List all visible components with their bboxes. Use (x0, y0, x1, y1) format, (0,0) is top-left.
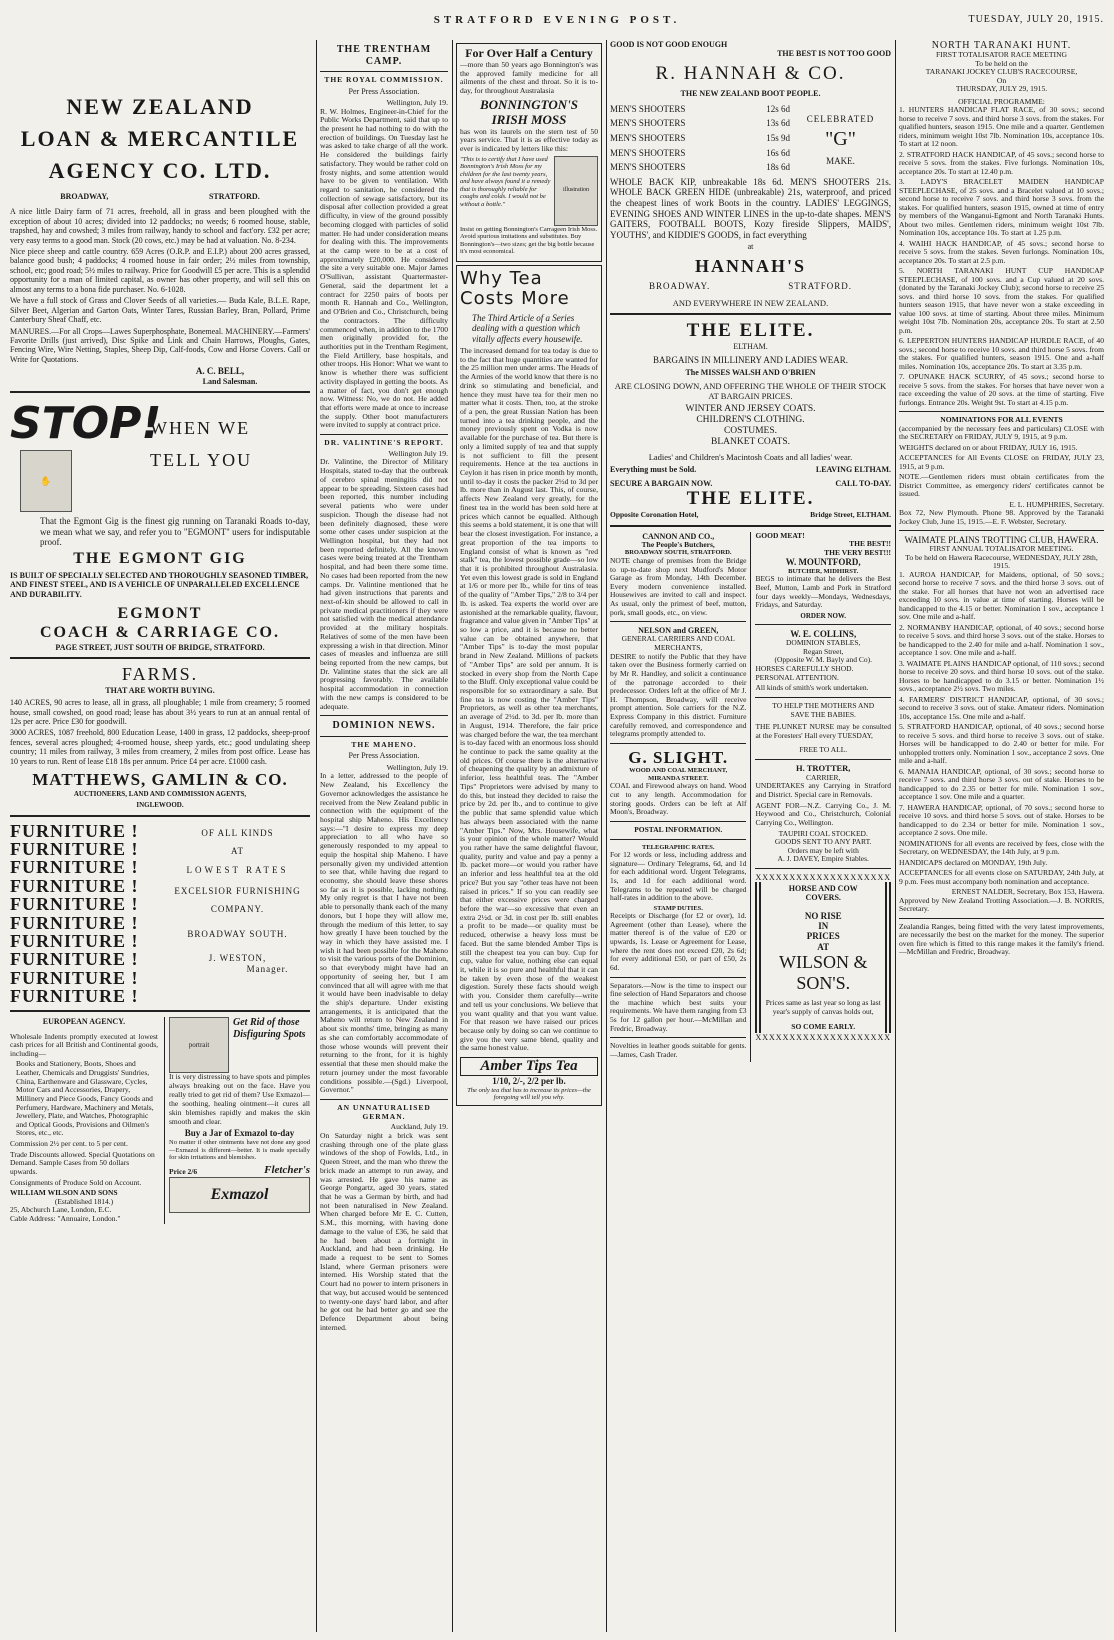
nelson-body: DESIRE to notify the Public that they have taken over the Business formerly carried on by Mr R. Handley, and solicit a continuance of the patronage accorded to their predecessor. Orders left at the office of Mr J. H. Thompson, Broadway, will receive prompt attention. Sole carriers for the N.Z. Express Company in this district. Furniture carefully removed, and correspondence and telegrams promptly attended to. (610, 651, 747, 739)
why-tea-head-1: Why Tea (460, 267, 543, 289)
egmont-intro: That the Egmont Gig is the finest gig running on Taranaki Roads to-day, we mean what we say, and refer you to "EGMONT" users for indisputable proof. (40, 516, 310, 548)
collins-body: HORSES CAREFULLY SHOD. PERSONAL ATTENTION. (755, 664, 854, 682)
divider (610, 1037, 746, 1038)
hunt-title: NORTH TARANAKI HUNT. (931, 40, 1072, 51)
slight-body: COAL and Firewood always on hand. Wood cut to any length. Accommodation for storing goods. Orders can be left at Alf Moon's, Broadway. (610, 781, 747, 817)
furniture-right: LOWEST RATES (186, 864, 289, 875)
hunt-l2: To be held on the (975, 58, 1028, 68)
exmazol-head-2: Disfiguring Spots (233, 1029, 306, 1041)
bonnington-ad (456, 43, 602, 262)
farms-title: FARMS. (121, 664, 199, 685)
nz-loan-title-1: NEW ZEALAND (66, 94, 254, 119)
divider (755, 624, 891, 625)
egmont-company-2: COACH & CARRIAGE CO. (40, 624, 280, 642)
hunt-l3: TARANAKI JOCKEY CLUB'S RACECOURSE, (925, 67, 1078, 77)
elite-ad (610, 320, 891, 520)
exmazol-small: No matter if other ointments have not done any good—Exmazol is different—better. It is made specially for skin irritations and blemishes. (169, 1139, 310, 1162)
farms-firm-sub: AUCTIONEERS, LAND AND COMMISSION AGENTS, (73, 790, 247, 799)
furniture-line: FURNITURE ! (10, 875, 139, 896)
hannah-price-row (610, 162, 790, 173)
postal-title: POSTAL INFORMATION. (634, 824, 723, 834)
nz-loan-para: A nice little Dairy farm of 71 acres, freehold, all in grass and been ploughed with the exception of about 10 acres; divided into 12 paddocks; no weeds; 6 roomed house, stable, trapshed, hay and cowshed; 3 miles from railway, handy to school and fact'ory. £32 per acre; very easy terms to a good man. Stock (20 cows, etc.) may be had at valuation. No. 8-234. (10, 207, 310, 245)
trentham-title: THE TRENTHAM CAMP. (336, 44, 432, 67)
furniture-right: EXCELSIOR FURNISHING (174, 885, 301, 896)
man-with-glass-image: illustration (554, 156, 598, 226)
hannah-row-label: MEN'S SHOOTERS (610, 162, 686, 173)
waimate-race-item: 5. STRATFORD HANDICAP, optional, of 40 sovs.; second horse to receive 5 sovs. and third horse to receive 3 sovs. out of stake. Horses will be handicapped to do 2.40 or better for mile. For unhoppled trotters only. Nomination 1 sov., acceptance 2 sovs. One mile and a-half. (899, 722, 1104, 766)
waimate-race-item: 7. HAWERA HANDICAP, optional, of 70 sovs.; second horse to receive 10 sovs. and third horse 5 sovs. out of stake. Horses to be handicapped to do 2.34 or better for mile. Nomination 1 sov., acceptance 2 sovs. One mile. (899, 802, 1104, 838)
valintine-dateline: Wellington July 19. (388, 448, 448, 458)
dominion-title: DOMINION NEWS. (332, 720, 436, 732)
hannah-make: MAKE. (826, 155, 855, 166)
european-title: EUROPEAN AGENCY. (42, 1017, 126, 1027)
waimate-race-item: 2. NORMANBY HANDICAP, optional, of 40 sovs.; second horse to receive 5 sovs. and third horse 3 sovs. out of the stake. Horses to be handicapped to the 2.40 for mile and a-half. Nomination 1 sov., acceptance 1 sov. One mile and a-half. (899, 622, 1104, 658)
column-rule (895, 40, 896, 1632)
hannah-at: at (747, 242, 754, 252)
farms-ad (10, 664, 310, 809)
woman-portrait-image: portrait (169, 1017, 229, 1073)
farms-para: 3000 ACRES, 1087 freehold, 800 Education Lease, 1400 in grass, 12 paddocks, sheep-proof fences, several acres ploughed; 4-roomed house, sheep yards, etc.; good undulating sheep country; 11 miles from railway, 3 miles from creamery, 2 miles from post office. Lease has 10 years to run. Rent of lease £18 18s per annum. Price £4 per acre. £1000 cash. (10, 728, 310, 766)
furniture-right: OF ALL KINDS (201, 827, 274, 838)
bottom-row (10, 1017, 310, 1223)
hunt-l4: On (996, 75, 1007, 85)
nz-loan-para: MANURES.—For all Crops—Lawes Superphosphate, Bonemeal. MACHINERY.—Farmers' Favorite Drills (just arrived), Disc Spike and Link and Chain Harrows, Ploughs, Gates, Fencing Wire, Wire Netting, Staples, Sheep Dip, Calf-foods, Cow and Horse Covers. Call or Write for Quotations. (10, 326, 310, 364)
hunt-date: THURSDAY, JULY 29, 1915. (955, 84, 1048, 94)
exmazol-ad (164, 1017, 310, 1223)
waimate-nom: NOMINATIONS for all events are received by fees, close with the Secretary, on WEDNESDAY, the 14th July, at 9 p.m. (899, 838, 1104, 857)
nz-loan-para: Nice piece sheep and cattle country. 659 Acres (O.R.P. and E.I.P.) about 200 acres grassed, balance good bush; 4 paddocks; 4 roomed house in fair order; 2½ miles from township, school, etc; good road; 5½ miles to railway. Price for Goodwill £5 per acre. This is a splendid opportunity for a man of limited capital, as owner has other property, and will sell this on almost any terms to a bona fide purchaser. No. 6-1028. (10, 247, 310, 294)
nz-loan-broadway: BROADWAY, (60, 191, 109, 201)
waimate-race-item: 3. WAIMATE PLAINS HANDICAP optional, of 110 sovs.; second horse to receive 20 sovs. and third horse 10 sovs. out of the stake. Horses to be handicapped to do 3.15 or better. Nomination 1½ sovs., acceptance 2½ sovs. Two miles. (899, 658, 1104, 694)
divider (320, 1099, 448, 1100)
dominion-per: Per Press Association. (348, 751, 420, 761)
hannah-top-1: GOOD IS NOT GOOD ENOUGH (610, 40, 728, 49)
european-addr: 25, Abchurch Lane, London, E.C. (10, 1205, 112, 1215)
cannon-addr: BROADWAY SOUTH, STRATFORD. (624, 549, 732, 557)
egmont-gig-title: THE EGMONT GIG (73, 550, 247, 568)
nz-loan-title-3: AGENCY CO. LTD. (48, 157, 272, 183)
bonnington-p3: Insist on getting Bonnington's Carrageen Irish Moss. Avoid spurious imitations and substitutes. Buy Bonnington's—two sizes; get the big bottle because it's most economical. (460, 225, 598, 256)
column-rule (316, 40, 317, 1632)
egmont-gig-ad (10, 398, 310, 652)
horse-so: SO COME EARLY. (791, 1021, 856, 1031)
elite-leaving: LEAVING ELTHAM. (815, 465, 891, 475)
hannah-ad (610, 40, 891, 308)
elite-para-2: Ladies' and Children's Macintosh Coats and all ladies' wear. (648, 452, 853, 463)
column-4-left (610, 532, 746, 1062)
slight-name: G. SLIGHT. (628, 747, 729, 767)
hannah-sub: THE NEW ZEALAND BOOT PEOPLE. (680, 89, 821, 99)
german-body: On Saturday night a brick was sent crashing through one of the plate glass windows of the shop of Fowlds, Ltd., in Queen Street, and the man who threw the brick made an attempt to run away, and was arrested. He gave his name as George Pongartz, aged 30 years, stated that he was a German by birth, and had not been naturalised in New Zealand. When charged before Mr E. C. Cutten, S.M., this morning, with having done damage to the value of £36, he said that he had been about a fortnight in Auckland, and had been drinking. He made a request to be sent to Somes Island, where German prisoners were interned. His Worship stated that the Court had no power to intern prisoners in that way, but accused would be sentenced to twenty-one days' hard labor, and after he got out he had better go and see the Defence Department about being interned. (320, 1130, 448, 1332)
horse-p: Prices same as last year so long as last year's supply of canvas holds out, (765, 998, 881, 1016)
horse-l5: PRICES (806, 931, 840, 942)
trotter-davey: A. J. DAVEY, Empire Stables. (777, 854, 869, 864)
nz-loan-signature-title: Land Salesman. (202, 376, 258, 386)
elite-line: COSTUMES. (723, 426, 778, 437)
hannah-body: WHOLE BACK KIP, unbreakable 18s 6d. MEN'S SHOOTERS 21s. WHOLE BACK GREEN HIDE (unbreakable) 21s, waterproof, and priced the cheapest lines of work Boots in the country. LADIES' LEGGINGS, EVENING SHOES AND WINTER LINES in the up-to-date shapes. MEN'S GAITERS, FOOTBALL BOOTS, Kozy fireside Slippers, MAIDS', YOUTHS', and KIDDIE'S GOODS, in fact everything (610, 176, 891, 240)
divider (10, 815, 310, 817)
elite-secure: SECURE A BARGAIN NOW. (610, 478, 713, 488)
hannah-stratford: STRATFORD. (788, 281, 852, 292)
divider (899, 411, 1104, 412)
waimate-l2: To be held on Hawera Racecourse, WEDNESDAY, JULY 28th, 1915. (905, 552, 1098, 571)
european-para: Wholesale Indents promptly executed at lowest cash prices for all British and Continental goods, including— (10, 1031, 158, 1058)
cannon-sub: The People's Butchers, (641, 539, 715, 549)
trotter-taupiri: TAUPIRI COAL STOCKED. (778, 828, 868, 838)
elite-sold: Everything must be Sold. (610, 465, 697, 475)
european-cable: Cable Address: "Annuaire, London." (10, 1214, 121, 1224)
cannon-name: CANNON AND CO., (642, 531, 715, 541)
divider (755, 697, 891, 698)
bonnington-brand-2: IRISH MOSS (491, 111, 567, 127)
slight-sub: WOOD AND COAL MERCHANT, (629, 767, 728, 775)
why-tea-body: The increased demand for tea today is due to to the fact that huge quantities are wanted for the 25 million men under arms. The Heads of the Armies of the world know that there is no drink so stimulating and beneficial, and hence they must have tea for their men no matter what it costs. Then, too, at the stroke of a pen, the great Russian Nation has been turned into a tea drinking people, and the money previously spent on Vodka is now available for the purchase of tea. But there is only a limited supply of tea and that supply is not sufficient to fill the present requirements. Hence at the tea auctions in Ceylon it has risen in price month by month, until to-day it costs the packer 2½d to 3d per lb. more than in August last. This, of course, affects New Zealand very greatly, for the finest tea in the world has been sold here at prices which cannot be equalled. Although this seems a bold statement, it is one that will bear the closest investigation. For instance, a great proportion of the tea imports to England consist of what is known as "red stalk" tea, the lowest possible grade—so low that it is prohibited throughout Australasia. Yet even this lowest grade is sold in England at 1/6 or more per lb., while for tins of teas of the quality of "Amber Tips," 2/8 to 3/4 per lb. is asked. Tea experts the world over are astonished at the remarkable quality, flavour, fragrance and value given in "Amber Tips" at so low a price, and it is because no better value can be obtained anywhere, that "Amber Tips" is to-day the most popular brand in New Zealand. Millions of packets of "Amber Tips" are sold per annum. It is stocked in every shop from the North Cape to the Bluff. Only exceptional value could be responsible for so extraordinary a sale. But fine tea is now costing the "Amber Tips" Proprietors, as well as other tea merchants, an average of 2½d. to 3d. per lb. more than in August, 1914. Therefore, the fair price was charged before the war, the tea merchant is to-day faced with an enormous loss should he continue to pack the same quality at the old prices. Of course there is the alternative of cheapening the quality by an admixture of inferior, less healthful teas. The "Amber Tips" Proprietors were advised by many to do this, but instead they decided to raise the price by 2d. per lb., and to continue to give the public that same splendid value which has always been associated with the name "Amber Tips." Now, Mrs. Housewife, what is your opinion of the whole matter? Would you rather have the same delightful flavour, quality, purity and value and pay a penny a lb. packet more—or would you rather have an inferior and less healthful tea at the old price? But you say "other teas have not been raised in prices." If so you can readily see that either excessive prices were charged before the war—so excessive that even an extra 2½d. or 3d. in cost per lb. still enables a profit to be made—or quality must be reduced, otherwise a heavy loss must be faced. But the same blended Amber Tips is still the cheapest tea you can buy. Cup for cup, value for value, nothing else can equal it, while it is so pure and healthful that it can be taken by even those of the weakest digestion. Surely these facts should weigh with you. Consider them carefully—write and tell us your conclusions. We believe that you want quality and that you want value. For that reason we have raised our prices because only by doing so can we continue to give you the very same blend, quality and the same honest value. (460, 345, 598, 1053)
masthead (10, 14, 1104, 34)
egmont-address: PAGE STREET, JUST SOUTH OF BRIDGE, STRATFORD. (55, 643, 265, 653)
hunt-l1: FIRST TOTALISATOR RACE MEETING (935, 50, 1068, 60)
divider (610, 621, 746, 622)
hannah-name: R. HANNAH & CO. (655, 62, 846, 84)
trotter-agent: AGENT FOR—N.Z. Carrying Co., J. M. Heywood and Co., Christchurch, Colonial Carrying Co., Wellington. (755, 800, 891, 827)
x-border: XXXXXXXXXXXXXXXXXXXX (755, 1033, 891, 1043)
bonnington-brand-1: BONNINGTON'S (480, 96, 578, 112)
exmazol-head-1: Get Rid of those (233, 1017, 300, 1029)
valintine-title: DR. VALINTINE'S REPORT. (324, 438, 444, 448)
horse-l4: IN (818, 920, 829, 931)
hunt-race-item: 6. LEPPERTON HUNTERS HANDICAP HURDLE RACE, of 40 sovs.; second horse to receive 10 sovs. and third horse 5 sovs. from the stakes. For qualified hunters, season 1915. One and a-half miles. Nomination 10s, acceptance 20s. To start at 3.35 p.m. (899, 336, 1104, 371)
hunt-weights: WEIGHTS declared on or about FRIDAY, JULY 16, 1915. (899, 442, 1078, 452)
plunket-head-2: SAVE THE BABIES. (790, 709, 856, 719)
trentham-per: Per Press Association. (348, 86, 420, 96)
plunket-head-1: TO HELP THE MOTHERS AND (772, 700, 875, 710)
amber-tips-price: 1/10, 2/-, 2/2 per lb. (492, 1076, 566, 1087)
hunt-race-item: 3. LADY'S BRACELET MAIDEN HANDICAP STEEPLECHASE, of 25 sovs. and a Bracelet valued at 10 sovs.; second horse to receive 7 sovs. and third horse 3 sovs. from the stakes. For qualified hunters, season 1915, owned at time of entry by members of the Wanganui-Egmont and North Taranaki Hunts. About two miles. Gentlemen riders, minimum weight 10st 7lb. Nomination 10s, acceptance 10s. To start at 1.25 p.m. (899, 177, 1104, 238)
hannah-row-label: MEN'S SHOOTERS (610, 132, 686, 143)
bonnington-quote: "This is to certify that I have used Bonnington's Irish Moss for my children for the last twenty years, and have always found it a remedy that is thoroughly reliable for coughs and colds. I would not be without a bottle." (460, 155, 551, 208)
elite-name-2: THE ELITE. (686, 488, 815, 510)
mountford-body: BEGS to intimate that he delivers the Best Beef, Mutton, Lamb and Pork in Stratford four days weekly—Mondays, Wednesdays, Fridays, and Saturday. (755, 574, 891, 610)
furniture-list (10, 822, 165, 1006)
hand-illustration: ✋ (20, 450, 72, 512)
egmont-company-1: EGMONT (117, 605, 203, 623)
hunt-race-item: 7. OPUNAKE HACK SCURRY, of 45 sovs.; second horse to receive 5 sovs. from the stakes. For horses that have never won a race exceeding the value of 20 sovs. at the time of starting. Five furlongs. Entrance 20s. Weight 9st. To start at 4.15 p.m. (899, 372, 1104, 407)
elite-sub: BARGAINS IN MILLINERY AND LADIES WEAR. (653, 354, 848, 365)
furniture-line: FURNITURE ! (10, 930, 139, 951)
valintine-body: Dr. Valintine, the Director of Military Hospitals, stated to-day that the outbreak of cerebro spinal meningitis did not appear to be spreading. Sixteen cases had been reported, this number including several patients who were under suspicion. Though the disease had not been definitely diagnosed, these were some other cases under suspicion at the Wellington hospital, but they had not been reported definitely. All the known cases were being treated at the Trentham hospital, and had been there some time. No cases had been reported from the new camps. Dr. Valintine mentioned that he had given instructions that parents and next-of-kin should be allowed to call in private medical practitioners if they were not satisfied with the medical attendance provided at the military hospitals. Relatives of some of the men have been expressing a wish in that direction. Minor cases of measles and influenza are still being reported from the new camps, but Dr. Valintine states that the sick are all progressing favorably. The available hospital accommodation in connection with the new camps is considered to be adequate. (320, 457, 448, 711)
collins-name: W. E. COLLINS, (790, 628, 857, 639)
hannah-row-label: MEN'S SHOOTERS (610, 118, 686, 129)
nelson-sub: GENERAL CARRIERS AND COAL MERCHANTS, (621, 634, 735, 653)
hannah-row-label: MEN'S SHOOTERS (610, 103, 686, 114)
separators-ad: Separators.—Now is the time to inspect our fine selection of Hand Separators and choose the machine which best suits your requirements. We have them ranging from £3 5s for 12 gallon per hour.—McMillan and Fredric, Broadway. (610, 980, 747, 1033)
waimate-race-list (899, 571, 1104, 838)
trentham-dateline: Wellington, July 19. (386, 97, 448, 107)
hannah-row-label: MEN'S SHOOTERS (610, 147, 686, 158)
elite-line: BLANKET COATS. (711, 437, 790, 448)
divider (899, 530, 1104, 531)
farms-town: INGLEWOOD. (136, 801, 184, 810)
divider (10, 391, 310, 393)
divider (10, 1010, 310, 1012)
furniture-line: FURNITURE ! (10, 912, 139, 933)
hannah-price-list (610, 104, 790, 177)
trotter-body: UNDERTAKES any Carrying in Stratford and District. Special care in Removals. (755, 781, 891, 800)
farms-para: 140 ACRES, 90 acres to lease, all in grass, all ploughable; 1 mile from creamery; 5 roomed house, small cowshed, on good road; lease has about 3½ years to run at an annual rental of 12s per acre. Price £30 for goodwill. (10, 698, 310, 726)
trentham-sub: THE ROYAL COMMISSION. (324, 75, 444, 84)
divider (10, 657, 310, 659)
hannah-top-2: THE BEST IS NOT TOO GOOD (777, 49, 891, 59)
plunket-body: THE PLUNKET NURSE may be consulted at the Foresters' Hall every TUESDAY, (755, 722, 891, 740)
furniture-right: Manager. (246, 964, 289, 974)
stop-line-1: WHEN WE (150, 418, 251, 439)
amber-tips-tag: The only tea that has to increase its prices—the foregoing will tell you why. (467, 1086, 591, 1102)
elite-misses: The MISSES WALSH AND O'BRIEN (685, 368, 816, 378)
german-title: AN UNNATURALISED GERMAN. (337, 1102, 431, 1121)
masthead-title: STRATFORD EVENING POST. (433, 14, 681, 26)
x-border: XXXXXXXXXXXXXXXXXXXX (755, 873, 891, 883)
furniture-line: FURNITURE ! (10, 857, 139, 878)
nz-loan-ad (10, 40, 310, 386)
hannah-shop: HANNAH'S (694, 255, 806, 276)
divider (320, 715, 448, 716)
farms-sub: THAT ARE WORTH BUYING. (105, 685, 215, 695)
hannah-row-price: 18s 6d (766, 162, 790, 173)
divider (755, 868, 891, 869)
mountford-name: W. MOUNTFORD, (785, 557, 861, 568)
hannah-price-row (610, 133, 790, 144)
waimate-acc: ACCEPTANCES for all events close on SATURDAY, 24th July, at 9 p.m. Fees must accompany both nomination and acceptance. (899, 868, 1104, 886)
hannah-price-row (610, 118, 790, 129)
elite-line: WINTER AND JERSEY COATS. (685, 403, 816, 414)
furniture-right: COMPANY. (210, 904, 265, 915)
furniture-ad (10, 822, 310, 1006)
divider (610, 839, 746, 840)
column-4-split (610, 532, 891, 1062)
why-tea-sub: The Third Article of a Series dealing with a question which vitally affects every housewife. (472, 312, 583, 344)
elite-name: THE ELITE. (686, 319, 815, 341)
hannah-price-row (610, 104, 790, 115)
german-dateline: Auckland, July 19. (390, 1122, 448, 1132)
divider (320, 71, 448, 72)
furniture-line: FURNITURE ! (10, 949, 139, 970)
column-rule (452, 40, 453, 1632)
column-1 (10, 40, 310, 1632)
hannah-broadway: BROADWAY. (648, 281, 711, 292)
mountford-top: GOOD MEAT! (755, 530, 805, 540)
waimate-race-item: 6. MANAIA HANDICAP, optional, of 30 sovs.; second horse to receive 7 sovs. and third horse 3 sovs. out of stake. Horses to be handicapped to do 2.35 or better for mile. Nomination 1 sov., acceptance 1 sov. One mile and a quarter. (899, 766, 1104, 802)
hunt-race-item: 4. WAIHI HACK HANDICAP, of 45 sovs.; second horse to receive 5 sovs. from the stakes. Seven furlongs. Nomination 10s, acceptance 20s. To start at 2.5 p.m. (899, 238, 1104, 265)
column-4-right (750, 532, 891, 1062)
elite-call: CALL TO-DAY. (835, 478, 891, 488)
european-para: Trade Discounts allowed. Special Quotations on Demand. Sample Cases from 50 dollars upwards. (10, 1149, 155, 1176)
elite-para: ARE CLOSING DOWN, AND OFFERING THE WHOLE OF THEIR STOCK AT BARGAIN PRICES. (614, 380, 887, 401)
novelties-ad: Novelties in leather goods suitable for gents.—James, Cash Trader. (610, 1041, 747, 1059)
collins-addr-1: Regan Street, (803, 646, 844, 656)
european-agency-ad (10, 1017, 158, 1223)
furniture-line: FURNITURE ! (10, 985, 139, 1006)
divider (610, 821, 746, 822)
mountford-best-2: THE VERY BEST!!! (824, 547, 891, 557)
hunt-sec: E. L. HUMPHRIES, Secretary. (1009, 499, 1104, 509)
mountford-best-1: THE BEST!! (849, 539, 891, 549)
hannah-celebrated: CELEBRATED (806, 113, 875, 124)
postal-p1: For 12 words or less, including address and signature— Ordinary Telegrams, 6d, and 1d for each additional word. Urgent Telegrams, 1s, and 1d for each additional word. Telegrams to be repeated will be charged half-rates in addition to the above. (610, 850, 747, 903)
column-3 (456, 40, 602, 1632)
bonnington-p1: —more than 50 years ago Bonnington's was the approved family medicine for all ailments of the chest and throat. So it is to-day, for throughout Australasia (460, 59, 598, 95)
nelson-name: NELSON and GREEN, (638, 626, 719, 636)
horse-l2: COVERS. (805, 893, 841, 903)
hunt-race-item: 1. HUNTERS HANDICAP FLAT RACE, of 30 sovs.; second horse to receive 7 sovs. and third horse 3 sovs. from the stakes. For qualified hunters, season 1915. One mile and a quarter. Gentlemen riders, minimum weight 10st 7lb. Nomination 10s, acceptance 10s. To start at 12 noon. (899, 105, 1104, 149)
trotter-orders: Orders may be left with (787, 845, 859, 855)
divider (755, 759, 891, 760)
waimate-l1: FIRST ANNUAL TOTALISATOR MEETING. (929, 544, 1074, 554)
egmont-gig-body: IS BUILT OF SPECIALLY SELECTED AND THOROUGHLY SEASONED TIMBER, AND FINEST STEEL, AND IS A VEHICLE OF UNPARALLELED EXCELLENCE AND DURABILITY. (10, 570, 309, 599)
hannah-row-price: 13s 6d (766, 118, 790, 129)
trotter-sub: CARRIER, (806, 772, 841, 782)
hunt-race-item: 5. NORTH TARANAKI HUNT CUP HANDICAP STEEPLECHASE, of 100 sovs. and a Cup valued at 20 sovs. (donated by the Taranaki Jockey Club); second horse to receive 25 sovs. and third horse 10 sovs. from the stakes. For qualified hunters season 1915, that have never won a stake exceeding in value 100 sovs. at time of starting. About three miles. Minimum weight 10st 7lb. Nomination 20s, acceptance 20s. To start at 2.50 p.m. (899, 266, 1104, 335)
exmazol-body: It is very distressing to have spots and pimples always breaking out on the face. Have you really tried to get rid of them? Use Exmazol—the soothing, healing ointment—it cures all skin blemishes rapidly and makes the skin smooth and clear. (169, 1072, 310, 1126)
furniture-line: FURNITURE ! (10, 820, 139, 841)
stop-line-2: TELL YOU (150, 449, 253, 470)
trotter-goods: GOODS SENT TO ANY PART. (774, 837, 872, 847)
exmazol-brand: Exmazol (210, 1185, 269, 1203)
horse-l7: WILSON & (778, 952, 868, 972)
collins-small: All kinds of smith's work undertaken. (755, 683, 869, 693)
waimate-race-item: 1. AUROA HANDICAP, for Maidens, optional, of 50 sovs.; second horse to receive 7 sovs. and the third horse 3 sovs. out of the stake. For all horses that have not won an advertised race exceeding 10 sovs. in value at time of starting. Horses will be handicapped to the 4.15 or better. Nomination 1 sov., acceptance 1 sov. One mile and a-half. (899, 569, 1104, 622)
dominion-body: In a letter, addressed to the people of New Zealand, his Excellency the Governor acknowledges the assistance he received from the New Zealand public in connection with the equipment of the hospital ship Maheno. His Excellency says:—"I desire to express my deep appreciation to all who have so generously responded to my appeal to equip the hospital ship Maheno. I have personally given my undivided attention to see that, while having due regard to economy, she should leave these shores so far as it is possible, lacking nothing. My only regret is that I have not been able to personally thank each of the many donors, but I hope they will allow me, through the medium of this letter, to say how greatly I have been touched by the way in which they have assisted me. I wish it had been possible for the Maheno to visit the various ports of the Dominion, so that everybody might have had an opportunity of seeing her, but I am convinced that all will agree with me that it would have been inadvisable to delay the ship's departure. Under existing arrangements, it is anticipated that the Maheno will return to New Zealand in about six months' time, bringing as many as she can comfortably accommodate of those whose wounds will prevent their returning to the front, for it is highly essential that these men should make the return journey under the most favorable conditions possible.—(Sgd.) Liverpool, Governor." (320, 771, 448, 1095)
farms-firm: MATTHEWS, GAMLIN & CO. (32, 770, 288, 790)
elite-street: Bridge Street, ELTHAM. (810, 509, 891, 519)
european-est: (Established 1814.) (54, 1196, 114, 1206)
waimate-sig: ERNEST NALDER, Secretary, Box 153, Hawera. (951, 887, 1104, 897)
trentham-body: R. W. Holmes, Engineer-in-Chief for the Public Works Department, said that up to the present he had nothing to do with the erection of buildings. On Tuesday last he was asked to take charge of all the work. He considered the buildings fairly satisfactory. They would be rather cold on frosty nights, and some attention would have to be given to ventilation. With regard to sanitation, he considered the collection of sewage satisfactory, but its disposal after collection provided a great difficulty, in view of the ground possibly becoming clogged with particles of solid matter. He had under consideration means for dealing with this. The improvements at the camp were to be at a cost of approximately £20,000. He considered the site a very suitable one. Major James O'Sullivan, assistant Quartermaster-General, said the department let a contract for 2250 pairs of boots per month R. Hannah and Co., Wellington, and O'Brien and Co., Christchurch, being the contractors. The difficulty commenced when, in addition to the 1700 men originally provided for, the authorities put in the Trentham Regiment, the Field Artillery, base hospitals, and other troops. His Honor: What we want to know is whether there was sufficient activity displayed in getting the boots. As a matter of fact, you don't get enough now. Witness: No, we do not. He added that efforts were made at once to increase the supply. Other boot manufacturers were invited to supply at contract price. (320, 106, 448, 430)
mountford-sub: BUTCHER, MIDHIRST. (788, 567, 859, 575)
furniture-line: FURNITURE ! (10, 894, 139, 915)
nz-loan-signature: A. C. BELL, (195, 366, 245, 377)
collins-addr-2: (Opposite W. M. Bayly and Co). (774, 655, 872, 665)
why-tea-head-2: Costs More (460, 288, 570, 310)
nz-loan-title-2: LOAN & MERCANTILE (20, 125, 300, 151)
divider (610, 525, 891, 527)
european-firm: WILLIAM WILSON AND SONS (10, 1188, 118, 1198)
furniture-line: FURNITURE ! (10, 967, 139, 988)
amber-tips-ad (456, 265, 602, 1106)
column-4 (610, 40, 891, 1632)
divider (320, 434, 448, 435)
elite-town: ELTHAM. (733, 342, 768, 352)
hunt-nom-head: NOMINATIONS FOR ALL EVENTS (940, 415, 1063, 425)
hunt-nom: (accompanied by the necessary fees and particulars) CLOSE with the SECRETARY on FRIDAY, JULY 9, 1915, at 9 p.m. (899, 423, 1104, 442)
hunt-prog: OFFICIAL PROGRAMME: (958, 96, 1045, 106)
waimate-hand: HANDICAPS declared on MONDAY, 19th July. (899, 857, 1048, 867)
hannah-row-price: 12s 6d (766, 103, 790, 114)
hunt-race-list (899, 106, 1104, 407)
divider (610, 743, 746, 744)
postal-stamp: STAMP DUTIES. (653, 904, 703, 912)
bonnington-p2: has won its laurels on the stern test of 50 years service. That it is as effective today as ever is indicated by letters like this: (460, 126, 598, 153)
plunket-free: FREE TO ALL. (799, 745, 848, 755)
divider (320, 736, 448, 737)
hunt-race-item: 2. STRATFORD HACK HANDICAP, of 45 sovs.; second horse to receive 5 sovs. from the stakes. Five furlongs. Nomination 10s, acceptance 20s. To start at 12.40 p.m. (899, 149, 1104, 176)
hannah-row-price: 15s 9d (766, 132, 790, 143)
horse-l8: SON'S. (796, 972, 851, 993)
divider (899, 918, 1104, 919)
cannon-body: NOTE change of premises from the Bridge to up-to-date shop next Mudford's Motor Garage as from Monday, 14th December. Every modern convenience installed. Housewives are invited to call and inspect. As usual, only the primest of beef, mutton, pork, small goods, etc., on view. (610, 555, 747, 617)
amber-tips-brand: Amber Tips Tea (460, 1057, 598, 1076)
waimate-approved: Approved by New Zealand Trotting Association.—J. B. NORRIS, Secretary. (899, 895, 1104, 914)
exmazol-buy: Buy a Jar of Exmazol to-day (184, 1128, 295, 1139)
exmazol-jar-image (169, 1177, 310, 1213)
divider (610, 977, 746, 978)
waimate-title: WAIMATE PLAINS TROTTING CLUB, HAWERA. (904, 535, 1099, 546)
column-5 (899, 40, 1104, 1632)
column-rule (606, 40, 607, 1632)
divider (610, 313, 891, 315)
horse-l6: AT (817, 941, 830, 952)
dominion-dateline: Wellington, July 19. (386, 762, 448, 772)
horse-l1: HORSE AND COW (788, 884, 858, 894)
hunt-note: NOTE.—Gentlemen riders must obtain certificates from the District Committee, as emergency riders' certificates cannot be issued. (899, 472, 1104, 499)
nz-loan-stratford: STRATFORD. (208, 191, 260, 201)
european-list: Books and Stationery, Boots, Shoes and Leather, Chemicals and Druggists' Sundries, China, Earthenware and Glassware, Cycles, Motor Cars and Accessories, Drapery, Millinery and Piece Goods, Fancy Goods and Perfumery, Hardware, Machinery and Metals, Jewellery, Plate, and Watches, Photographic and Optical Goods, Provisions and Oilmen's Stores, etc., etc. (16, 1059, 154, 1138)
exmazol-maker: Fletcher's (264, 1163, 310, 1176)
hannah-foot: AND EVERYWHERE IN NEW ZEALAND. (672, 297, 829, 308)
hunt-box: Box 72, New Plymouth. Phone 98. Approved by the Taranaki Jockey Club, June 15, 1915.—E. F. Webster, Secretary. (899, 508, 1104, 526)
hunt-accept: ACCEPTANCES for All Events CLOSE on FRIDAY, JULY 23, 1915, at 9 p.m. (899, 453, 1104, 471)
bonnington-head: For Over Half a Century (465, 46, 593, 60)
slight-addr: MIRANDA STREET. (648, 774, 709, 782)
trotter-name: H. TROTTER, (796, 763, 851, 774)
horse-l3: NO RISE (804, 910, 842, 921)
european-para: Commission 2½ per cent. to 5 per cent. (10, 1139, 128, 1149)
elite-line: CHILDREN'S CLOTHING. (696, 414, 805, 425)
postal-p2: Receipts or Discharge (for £2 or over), 1d. Agreement (other than Lease), where the matter thereof is of the value of £20 or upwards, 1s. Lease or Agreement for Lease, where the rent does not exceed £20, 2s 6d; for every additional £50, or part of £50, 2s 6d. (610, 911, 747, 972)
mountford-order: ORDER NOW. (800, 611, 847, 620)
furniture-right: AT (231, 846, 244, 857)
hannah-row-price: 16s 6d (766, 147, 790, 158)
horse-cover-ad (755, 882, 891, 1033)
nz-loan-para: We have a full stock of Grass and Clover Seeds of all varieties.— Buda Kale, B.L.E. Rape, Silver Beet, Algerian and Garton Oats, Winter Tares, Russian Barley, Bran, Pollard, Prime Canterbury Sheaf Chaff, etc. (10, 296, 310, 325)
european-para: Consignments of Produce Sold on Account. (10, 1177, 142, 1187)
stop-headline: STOP! (10, 398, 162, 450)
dominion-sub: THE MAHENO. (351, 739, 417, 749)
masthead-date: TUESDAY, JULY 20, 1915. (968, 14, 1104, 25)
hannah-price-row (610, 148, 790, 159)
column-2 (320, 40, 448, 1632)
furniture-right: J. WESTON, (208, 953, 267, 964)
waimate-race-item: 4. FARMERS' DISTRICT HANDICAP, optional, of 30 sovs.; second to receive 3 sovs. out of stake. Amateur riders. Nomination 10s, acceptance 15s. One mile and a-half. (899, 694, 1104, 721)
furniture-line: FURNITURE ! (10, 839, 139, 860)
collins-sub: DOMINION STABLES, (786, 638, 861, 648)
exmazol-price: Price 2/6 (169, 1167, 198, 1177)
elite-opp: Opposite Coronation Hotel, (610, 509, 699, 519)
zealandia-ad: Zealandia Ranges, being fitted with the very latest improvements, are necessarily the best on the market for the money. The superior oven fire which is fitted to this range makes it the family's friend.—McMillan and Fredric, Broadway. (899, 921, 1104, 957)
hannah-g: "G" (825, 128, 856, 151)
postal-tele: TELEGRAPHIC RATES. (641, 843, 715, 851)
furniture-right: BROADWAY SOUTH. (187, 928, 288, 939)
